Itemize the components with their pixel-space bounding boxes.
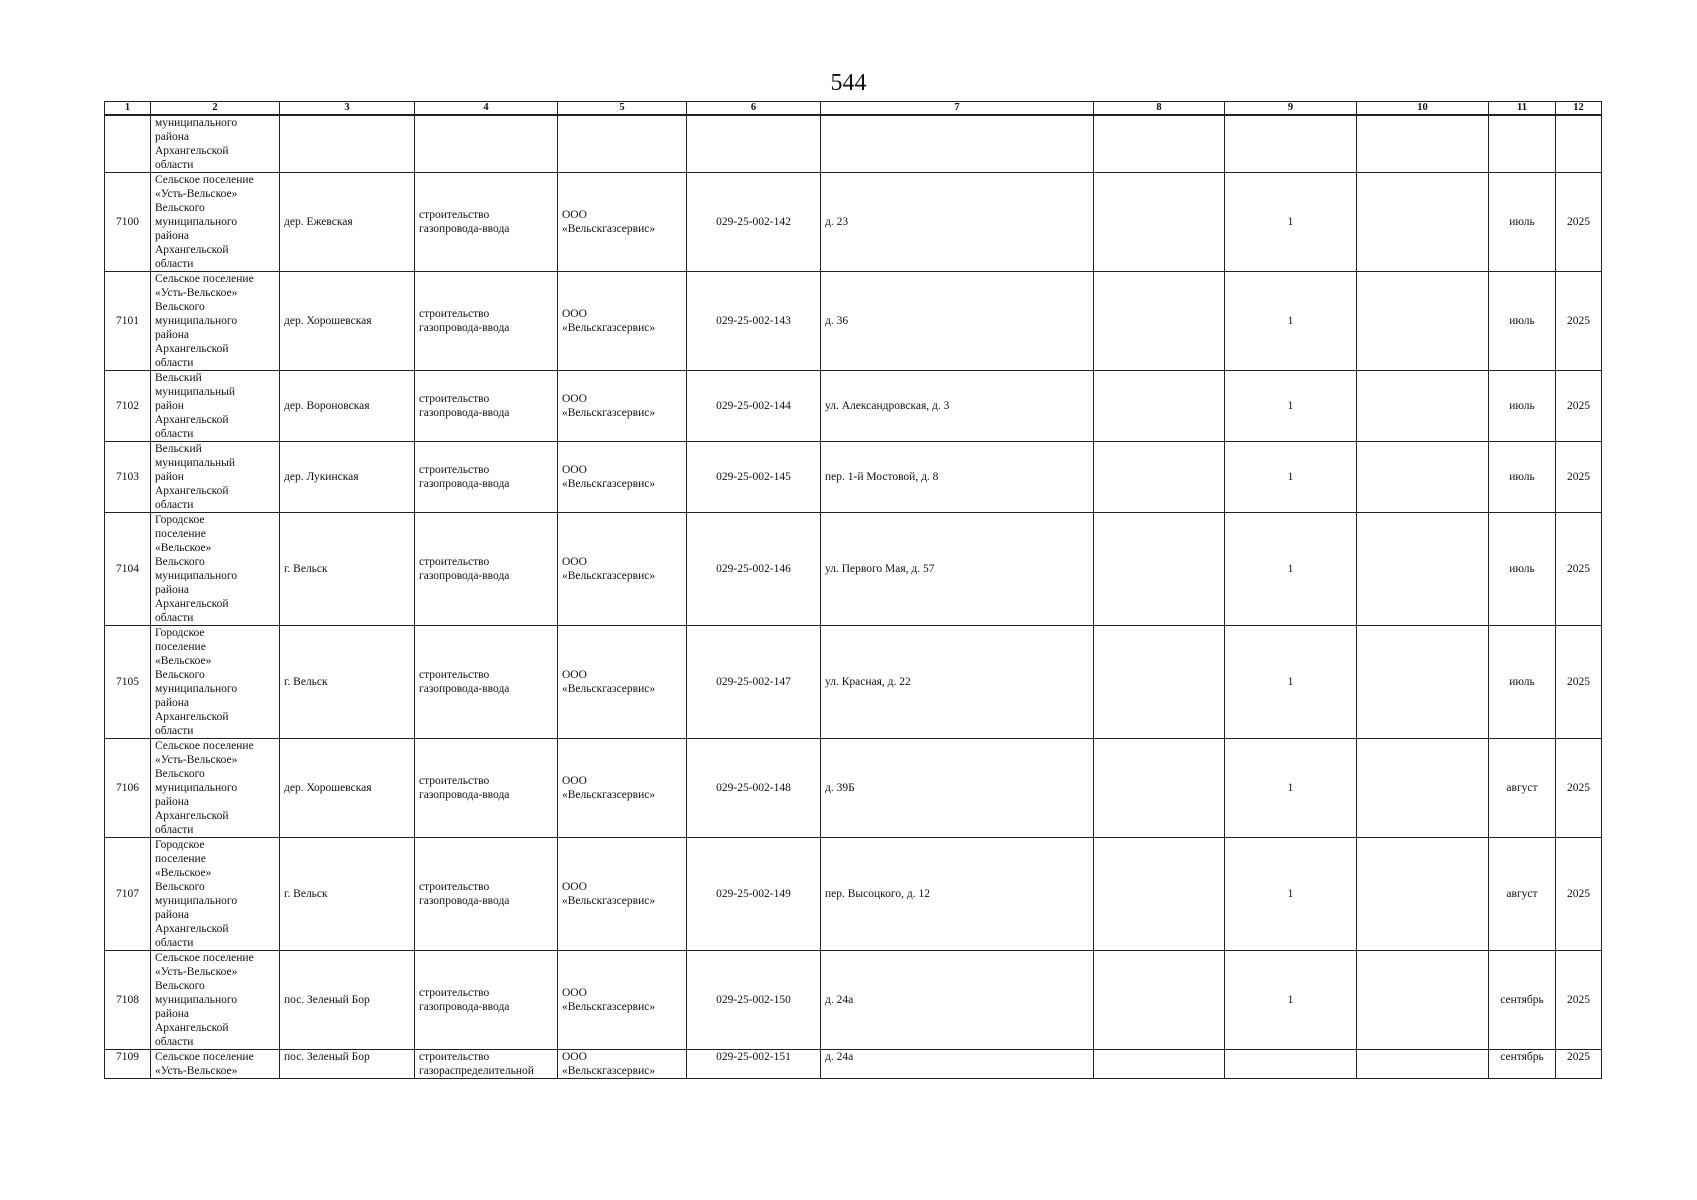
address-cell: пер. 1-й Мостовой, д. 8 [821, 442, 1094, 513]
column-8-cell [1094, 1050, 1225, 1079]
table-row [105, 626, 1602, 739]
municipality-cell: Вельский муниципальный район Архангельской области [151, 442, 280, 513]
table-row [105, 173, 1602, 272]
count-cell: 1 [1225, 513, 1357, 626]
organization-cell: ООО «Вельскгазсервис» [558, 442, 687, 513]
table-row [105, 115, 1602, 173]
work-type-cell: строительство газопровода-ввода [415, 626, 558, 739]
locality-cell: пос. Зеленый Бор [280, 1050, 415, 1079]
column-header: 12 [1556, 102, 1602, 116]
column-10-cell [1357, 626, 1489, 739]
column-header: 5 [558, 102, 687, 116]
column-8-cell [1094, 626, 1225, 739]
month-cell: июль [1489, 173, 1556, 272]
column-8-cell [1094, 951, 1225, 1050]
table-row [105, 838, 1602, 951]
municipality-cell: муниципального района Архангельской области [151, 115, 280, 173]
municipality-cell: Вельский муниципальный район Архангельской области [151, 371, 280, 442]
count-cell: 1 [1225, 739, 1357, 838]
organization-cell: ООО «Вельскгазсервис» [558, 513, 687, 626]
object-code-cell: 029-25-002-148 [687, 739, 821, 838]
municipality-cell: Городское поселение «Вельское» Вельского муниципального района Архангельской области [151, 513, 280, 626]
work-type-cell: строительство газораспределительной [415, 1050, 558, 1079]
count-cell: 1 [1225, 951, 1357, 1050]
address-cell: д. 39Б [821, 739, 1094, 838]
object-code-cell: 029-25-002-142 [687, 173, 821, 272]
locality-cell: дер. Хорошевская [280, 272, 415, 371]
count-cell: 1 [1225, 626, 1357, 739]
month-cell: сентябрь [1489, 1050, 1556, 1079]
count-cell: 1 [1225, 838, 1357, 951]
organization-cell [558, 115, 687, 173]
column-8-cell [1094, 513, 1225, 626]
count-cell [1225, 1050, 1357, 1079]
address-cell: д. 24а [821, 951, 1094, 1050]
month-cell: июль [1489, 513, 1556, 626]
row-number: 7103 [105, 442, 151, 513]
year-cell: 2025 [1556, 173, 1602, 272]
address-cell: ул. Красная, д. 22 [821, 626, 1094, 739]
row-number: 7104 [105, 513, 151, 626]
count-cell: 1 [1225, 272, 1357, 371]
work-type-cell: строительство газопровода-ввода [415, 272, 558, 371]
object-code-cell: 029-25-002-144 [687, 371, 821, 442]
column-10-cell [1357, 951, 1489, 1050]
address-cell [821, 115, 1094, 173]
row-number: 7107 [105, 838, 151, 951]
address-cell: д. 36 [821, 272, 1094, 371]
column-10-cell [1357, 371, 1489, 442]
organization-cell: ООО «Вельскгазсервис» [558, 739, 687, 838]
column-10-cell [1357, 1050, 1489, 1079]
table-row [105, 951, 1602, 1050]
column-header: 11 [1489, 102, 1556, 116]
work-type-cell: строительство газопровода-ввода [415, 371, 558, 442]
work-type-cell: строительство газопровода-ввода [415, 442, 558, 513]
address-cell: д. 24а [821, 1050, 1094, 1079]
column-10-cell [1357, 115, 1489, 173]
object-code-cell: 029-25-002-145 [687, 442, 821, 513]
year-cell: 2025 [1556, 442, 1602, 513]
municipality-cell: Городское поселение «Вельское» Вельского муниципального района Архангельской области [151, 626, 280, 739]
work-type-cell [415, 115, 558, 173]
month-cell: сентябрь [1489, 951, 1556, 1050]
column-header: 6 [687, 102, 821, 116]
address-cell: ул. Первого Мая, д. 57 [821, 513, 1094, 626]
address-cell: ул. Александровская, д. 3 [821, 371, 1094, 442]
organization-cell: ООО «Вельскгазсервис» [558, 626, 687, 739]
year-cell: 2025 [1556, 838, 1602, 951]
work-type-cell: строительство газопровода-ввода [415, 739, 558, 838]
column-8-cell [1094, 371, 1225, 442]
column-header: 4 [415, 102, 558, 116]
column-header: 10 [1357, 102, 1489, 116]
organization-cell: ООО «Вельскгазсервис» [558, 838, 687, 951]
year-cell: 2025 [1556, 272, 1602, 371]
count-cell: 1 [1225, 173, 1357, 272]
organization-cell: ООО «Вельскгазсервис» [558, 951, 687, 1050]
municipality-cell: Городское поселение «Вельское» Вельского муниципального района Архангельской области [151, 838, 280, 951]
locality-cell: дер. Лукинская [280, 442, 415, 513]
month-cell: июль [1489, 626, 1556, 739]
year-cell: 2025 [1556, 626, 1602, 739]
year-cell: 2025 [1556, 1050, 1602, 1079]
organization-cell: ООО «Вельскгазсервис» [558, 1050, 687, 1079]
column-header: 2 [151, 102, 280, 116]
row-number [105, 115, 151, 173]
municipality-cell: Сельское поселение «Усть-Вельское» [151, 1050, 280, 1079]
locality-cell: дер. Вороновская [280, 371, 415, 442]
municipality-cell: Сельское поселение «Усть-Вельское» Вельского муниципального района Архангельской области [151, 173, 280, 272]
locality-cell: дер. Хорошевская [280, 739, 415, 838]
column-header: 8 [1094, 102, 1225, 116]
column-8-cell [1094, 272, 1225, 371]
address-cell: д. 23 [821, 173, 1094, 272]
column-header: 7 [821, 102, 1094, 116]
column-8-cell [1094, 739, 1225, 838]
column-8-cell [1094, 173, 1225, 272]
column-10-cell [1357, 442, 1489, 513]
registry-table [104, 101, 1602, 1079]
object-code-cell: 029-25-002-147 [687, 626, 821, 739]
organization-cell: ООО «Вельскгазсервис» [558, 272, 687, 371]
locality-cell: пос. Зеленый Бор [280, 951, 415, 1050]
column-header: 3 [280, 102, 415, 116]
page-number: 544 [830, 70, 867, 96]
table-row [105, 739, 1602, 838]
column-10-cell [1357, 513, 1489, 626]
organization-cell: ООО «Вельскгазсервис» [558, 371, 687, 442]
row-number: 7106 [105, 739, 151, 838]
object-code-cell: 029-25-002-143 [687, 272, 821, 371]
object-code-cell: 029-25-002-146 [687, 513, 821, 626]
object-code-cell [687, 115, 821, 173]
address-cell: пер. Высоцкого, д. 12 [821, 838, 1094, 951]
object-code-cell: 029-25-002-150 [687, 951, 821, 1050]
column-10-cell [1357, 838, 1489, 951]
column-8-cell [1094, 442, 1225, 513]
month-cell: июль [1489, 272, 1556, 371]
count-cell: 1 [1225, 371, 1357, 442]
column-10-cell [1357, 272, 1489, 371]
table-row [105, 442, 1602, 513]
count-cell: 1 [1225, 442, 1357, 513]
year-cell: 2025 [1556, 513, 1602, 626]
year-cell [1556, 115, 1602, 173]
organization-cell: ООО «Вельскгазсервис» [558, 173, 687, 272]
locality-cell [280, 115, 415, 173]
object-code-cell: 029-25-002-151 [687, 1050, 821, 1079]
column-10-cell [1357, 739, 1489, 838]
row-number: 7105 [105, 626, 151, 739]
column-8-cell [1094, 838, 1225, 951]
work-type-cell: строительство газопровода-ввода [415, 173, 558, 272]
table-row [105, 371, 1602, 442]
month-cell: июль [1489, 442, 1556, 513]
municipality-cell: Сельское поселение «Усть-Вельское» Вельского муниципального района Архангельской области [151, 272, 280, 371]
municipality-cell: Сельское поселение «Усть-Вельское» Вельского муниципального района Архангельской области [151, 951, 280, 1050]
column-8-cell [1094, 115, 1225, 173]
year-cell: 2025 [1556, 739, 1602, 838]
table-row [105, 272, 1602, 371]
count-cell [1225, 115, 1357, 173]
row-number: 7100 [105, 173, 151, 272]
year-cell: 2025 [1556, 371, 1602, 442]
row-number: 7109 [105, 1050, 151, 1079]
month-cell: июль [1489, 371, 1556, 442]
month-cell: август [1489, 838, 1556, 951]
month-cell [1489, 115, 1556, 173]
work-type-cell: строительство газопровода-ввода [415, 951, 558, 1050]
table-row [105, 1050, 1602, 1079]
column-header: 1 [105, 102, 151, 116]
column-number-row [105, 102, 1602, 116]
year-cell: 2025 [1556, 951, 1602, 1050]
locality-cell: дер. Ежевская [280, 173, 415, 272]
month-cell: август [1489, 739, 1556, 838]
locality-cell: г. Вельск [280, 838, 415, 951]
row-number: 7108 [105, 951, 151, 1050]
work-type-cell: строительство газопровода-ввода [415, 513, 558, 626]
column-10-cell [1357, 173, 1489, 272]
column-header: 9 [1225, 102, 1357, 116]
work-type-cell: строительство газопровода-ввода [415, 838, 558, 951]
table-row [105, 513, 1602, 626]
row-number: 7101 [105, 272, 151, 371]
locality-cell: г. Вельск [280, 626, 415, 739]
municipality-cell: Сельское поселение «Усть-Вельское» Вельского муниципального района Архангельской области [151, 739, 280, 838]
object-code-cell: 029-25-002-149 [687, 838, 821, 951]
locality-cell: г. Вельск [280, 513, 415, 626]
row-number: 7102 [105, 371, 151, 442]
